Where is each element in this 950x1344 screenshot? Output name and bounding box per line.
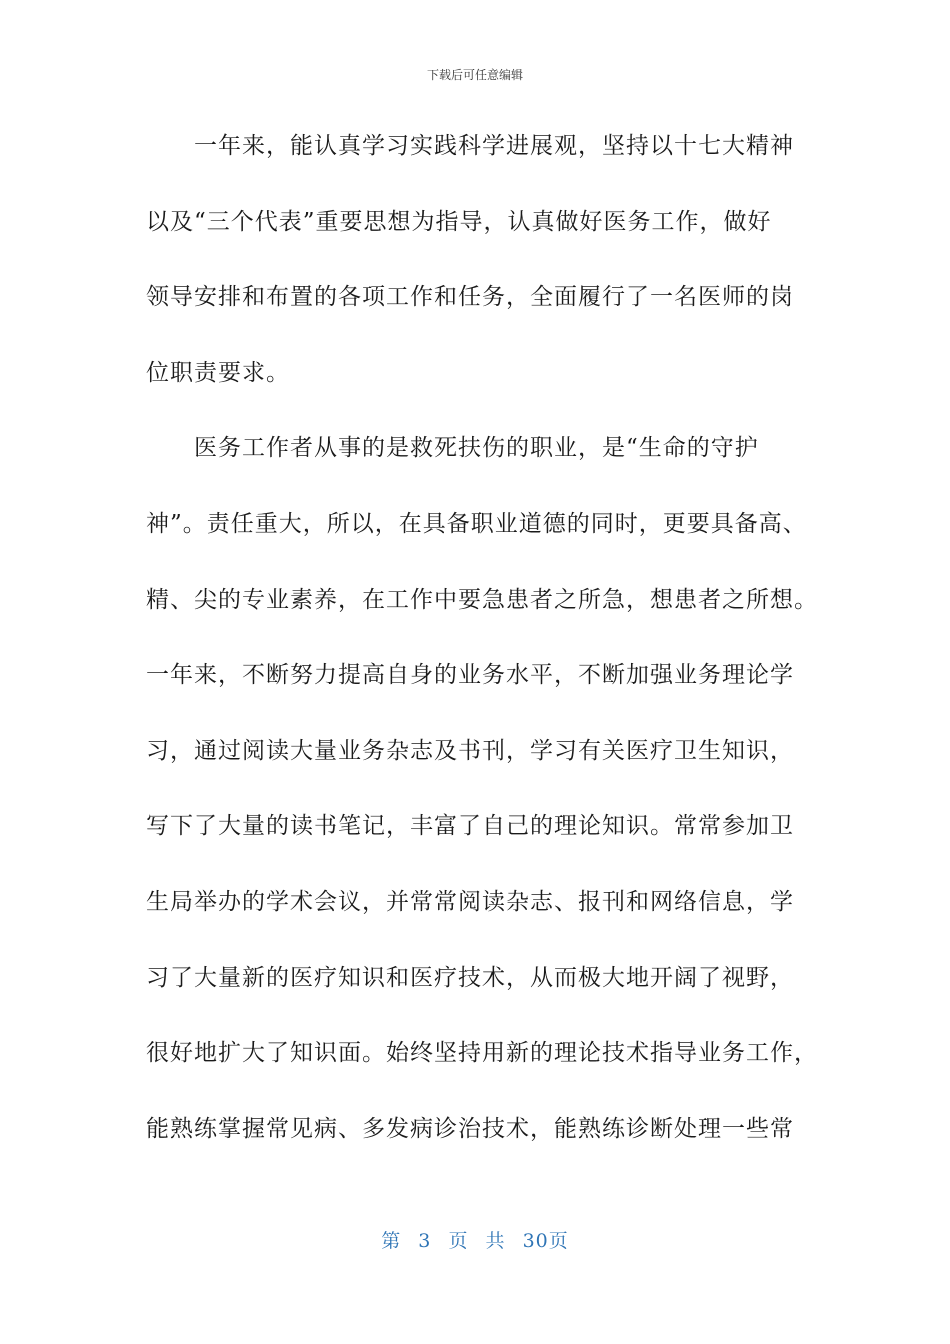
page-header: 下载后可任意编辑 (426, 68, 523, 82)
footer-current-page: 3 (418, 1230, 432, 1252)
page-footer (0, 1226, 950, 1253)
footer-page-unit: 页 (448, 1230, 469, 1252)
footer-total-pages: 30页 (522, 1230, 569, 1252)
body-line: 习了大量新的医疗知识和医疗技术，从而极大地开阔了视野， (146, 964, 794, 991)
body-line: 习，通过阅读大量业务杂志及书刊，学习有关医疗卫生知识， (146, 737, 794, 764)
body-line: 一年来，能认真学习实践科学进展观，坚持以十七大精神 (194, 133, 794, 159)
body-line: 写下了大量的读书笔记，丰富了自己的理论知识。常常参加卫 (146, 813, 794, 840)
body-line: 很好地扩大了知识面。始终坚持用新的理论技术指导业务工作， (146, 1040, 818, 1067)
body-line: 能熟练掌握常见病、多发病诊治技术，能熟练诊断处理一些常 (146, 1115, 794, 1142)
body-line: 以及“三个代表”重要思想为指导，认真做好医务工作，做好 (146, 208, 772, 235)
body-line: 生局举办的学术会议，并常常阅读杂志、报刊和网络信息，学 (146, 888, 794, 915)
body-line: 位职责要求。 (146, 359, 290, 386)
body-line: 领导安排和布置的各项工作和任务，全面履行了一名医师的岗 (146, 284, 794, 311)
body-line: 医务工作者从事的是救死扶伤的职业，是“生命的守护 (194, 435, 759, 462)
body-line: 精、尖的专业素养，在工作中要急患者之所急，想患者之所想。 (146, 586, 818, 613)
body-line: 神”。责任重大，所以，在具备职业道德的同时，更要具备高、 (146, 510, 807, 537)
footer-page-label: 第 (381, 1230, 402, 1252)
footer-total-label: 共 (485, 1230, 506, 1252)
body-line: 一年来，不断努力提高自身的业务水平，不断加强业务理论学 (146, 662, 794, 689)
document-body (146, 128, 818, 1186)
